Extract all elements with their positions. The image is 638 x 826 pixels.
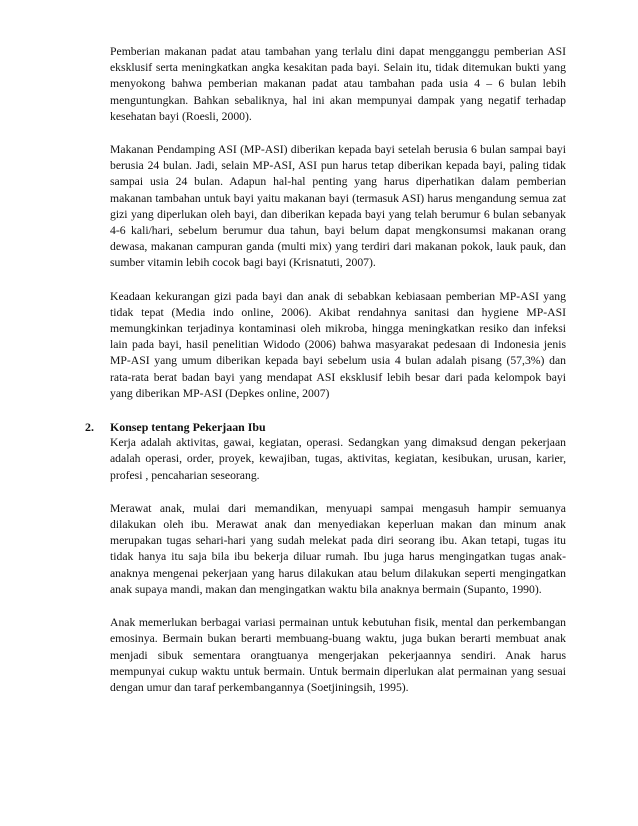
paragraph-mp-asi: Makanan Pendamping ASI (MP-ASI) diberikan kepada bayi setelah berusia 6 bulan sampai bayi berusia 24 bulan. Jadi, selain MP-ASI, ASI pun harus tetap diberikan kepada bayi, paling tidak sampai usia 24 bulan. Adapun hal-hal penting yang harus diperhatikan dalam pemberian makanan tambahan untuk bayi yaitu makanan bayi (termasuk ASI) harus mengandung semua zat gizi yang diperlukan oleh bayi, dan diberikan kepada bayi yang telah berumur 6 bulan sebanyak 4-6 kali/hari, sebelum berumur dua tahun, bayi belum dapat mengkonsumsi makanan orang dewasa, makanan campuran ganda (multi mix) yang terdiri dari makanan pokok, lauk pauk, dan sumber vitamin lebih cocok bagi bayi (Krisnatuti, 2007). <box>110 143 566 270</box>
paragraph-asi-eksklusif: Pemberian makanan padat atau tambahan yang terlalu dini dapat mengganggu pemberian ASI eksklusif serta meningkatkan angka kesakitan pada bayi. Selain itu, tidak ditemukan bukti yang menyokong bahwa pemberian makanan padat atau tambahan pada usia 4 – 6 bulan lebih menguntungkan. Bahkan sebaliknya, hal ini akan mempunyai dampak yang negatif terhadap kesehatan bayi (Roesli, 2000). <box>110 45 566 123</box>
paragraph-definisi-kerja: Kerja adalah aktivitas, gawai, kegiatan, operasi. Sedangkan yang dimaksud dengan pekerjaan adalah operasi, order, proyek, kewajiban, tugas, aktivitas, kegiatan, kesibukan, urusan, karier, profesi , pencaharian seseorang. <box>110 436 566 482</box>
paragraph-kekurangan-gizi: Keadaan kekurangan gizi pada bayi dan anak di sebabkan kebiasaan pemberian MP-ASI yang tidak tepat (Media indo online, 2006). Akibat rendahnya sanitasi dan hygiene MP-ASI memungkinkan terjadinya kontaminasi oleh mikroba, hingga meningkatkan resiko dan infeksi lain pada bayi, hasil penelitian Widodo (2006) bahwa masyarakat pedesaan di Indonesia jenis MP-ASI yang umum diberikan kepada bayi sebelum usia 4 bulan adalah pisang (57,3%) dan rata-rata berat badan bayi yang mendapat ASI eksklusif lebih besar dari pada kelompok bayi yang diberikan MP-ASI (Depkes online, 2007) <box>110 289 566 400</box>
paragraph-bermain: Anak memerlukan berbagai variasi permainan untuk kebutuhan fisik, mental dan perkembangan emosinya. Bermain bukan berarti membuang-buang waktu, juga bukan berarti membuat anak menjadi sibuk sementara orangtuanya mengerjakan pekerjaannya sendiri. Anak harus mempunyai cukup waktu untuk bermain. Untuk bermain diperlukan alat permainan yang sesuai dengan umur dan taraf perkembangannya (Soetjiningsih, 1995). <box>110 616 566 694</box>
section-number: 2. <box>85 420 94 435</box>
section-title: Konsep tentang Pekerjaan Ibu <box>110 420 266 435</box>
document-body <box>85 44 566 713</box>
section-heading <box>85 419 566 435</box>
paragraph-merawat-anak: Merawat anak, mulai dari memandikan, menyuapi sampai mengasuh hampir semuanya dilakukan oleh ibu. Merawat anak dan menyediakan keperluan makan dan minum anak merupakan tugas sehari-hari yang sudah melekat pada diri seorang ibu. Akan tetapi, tugas itu tidak hanya itu saja bila ibu bekerja diluar rumah. Ibu juga harus mengingatkan tugas anak-anaknya mengenai pekerjaan yang harus dilakukan atau belum dilakukan seperti mengingatkan anak supaya mandi, makan dan mengingatkan waktu bila anaknya bermain (Supanto, 1990). <box>110 501 566 596</box>
